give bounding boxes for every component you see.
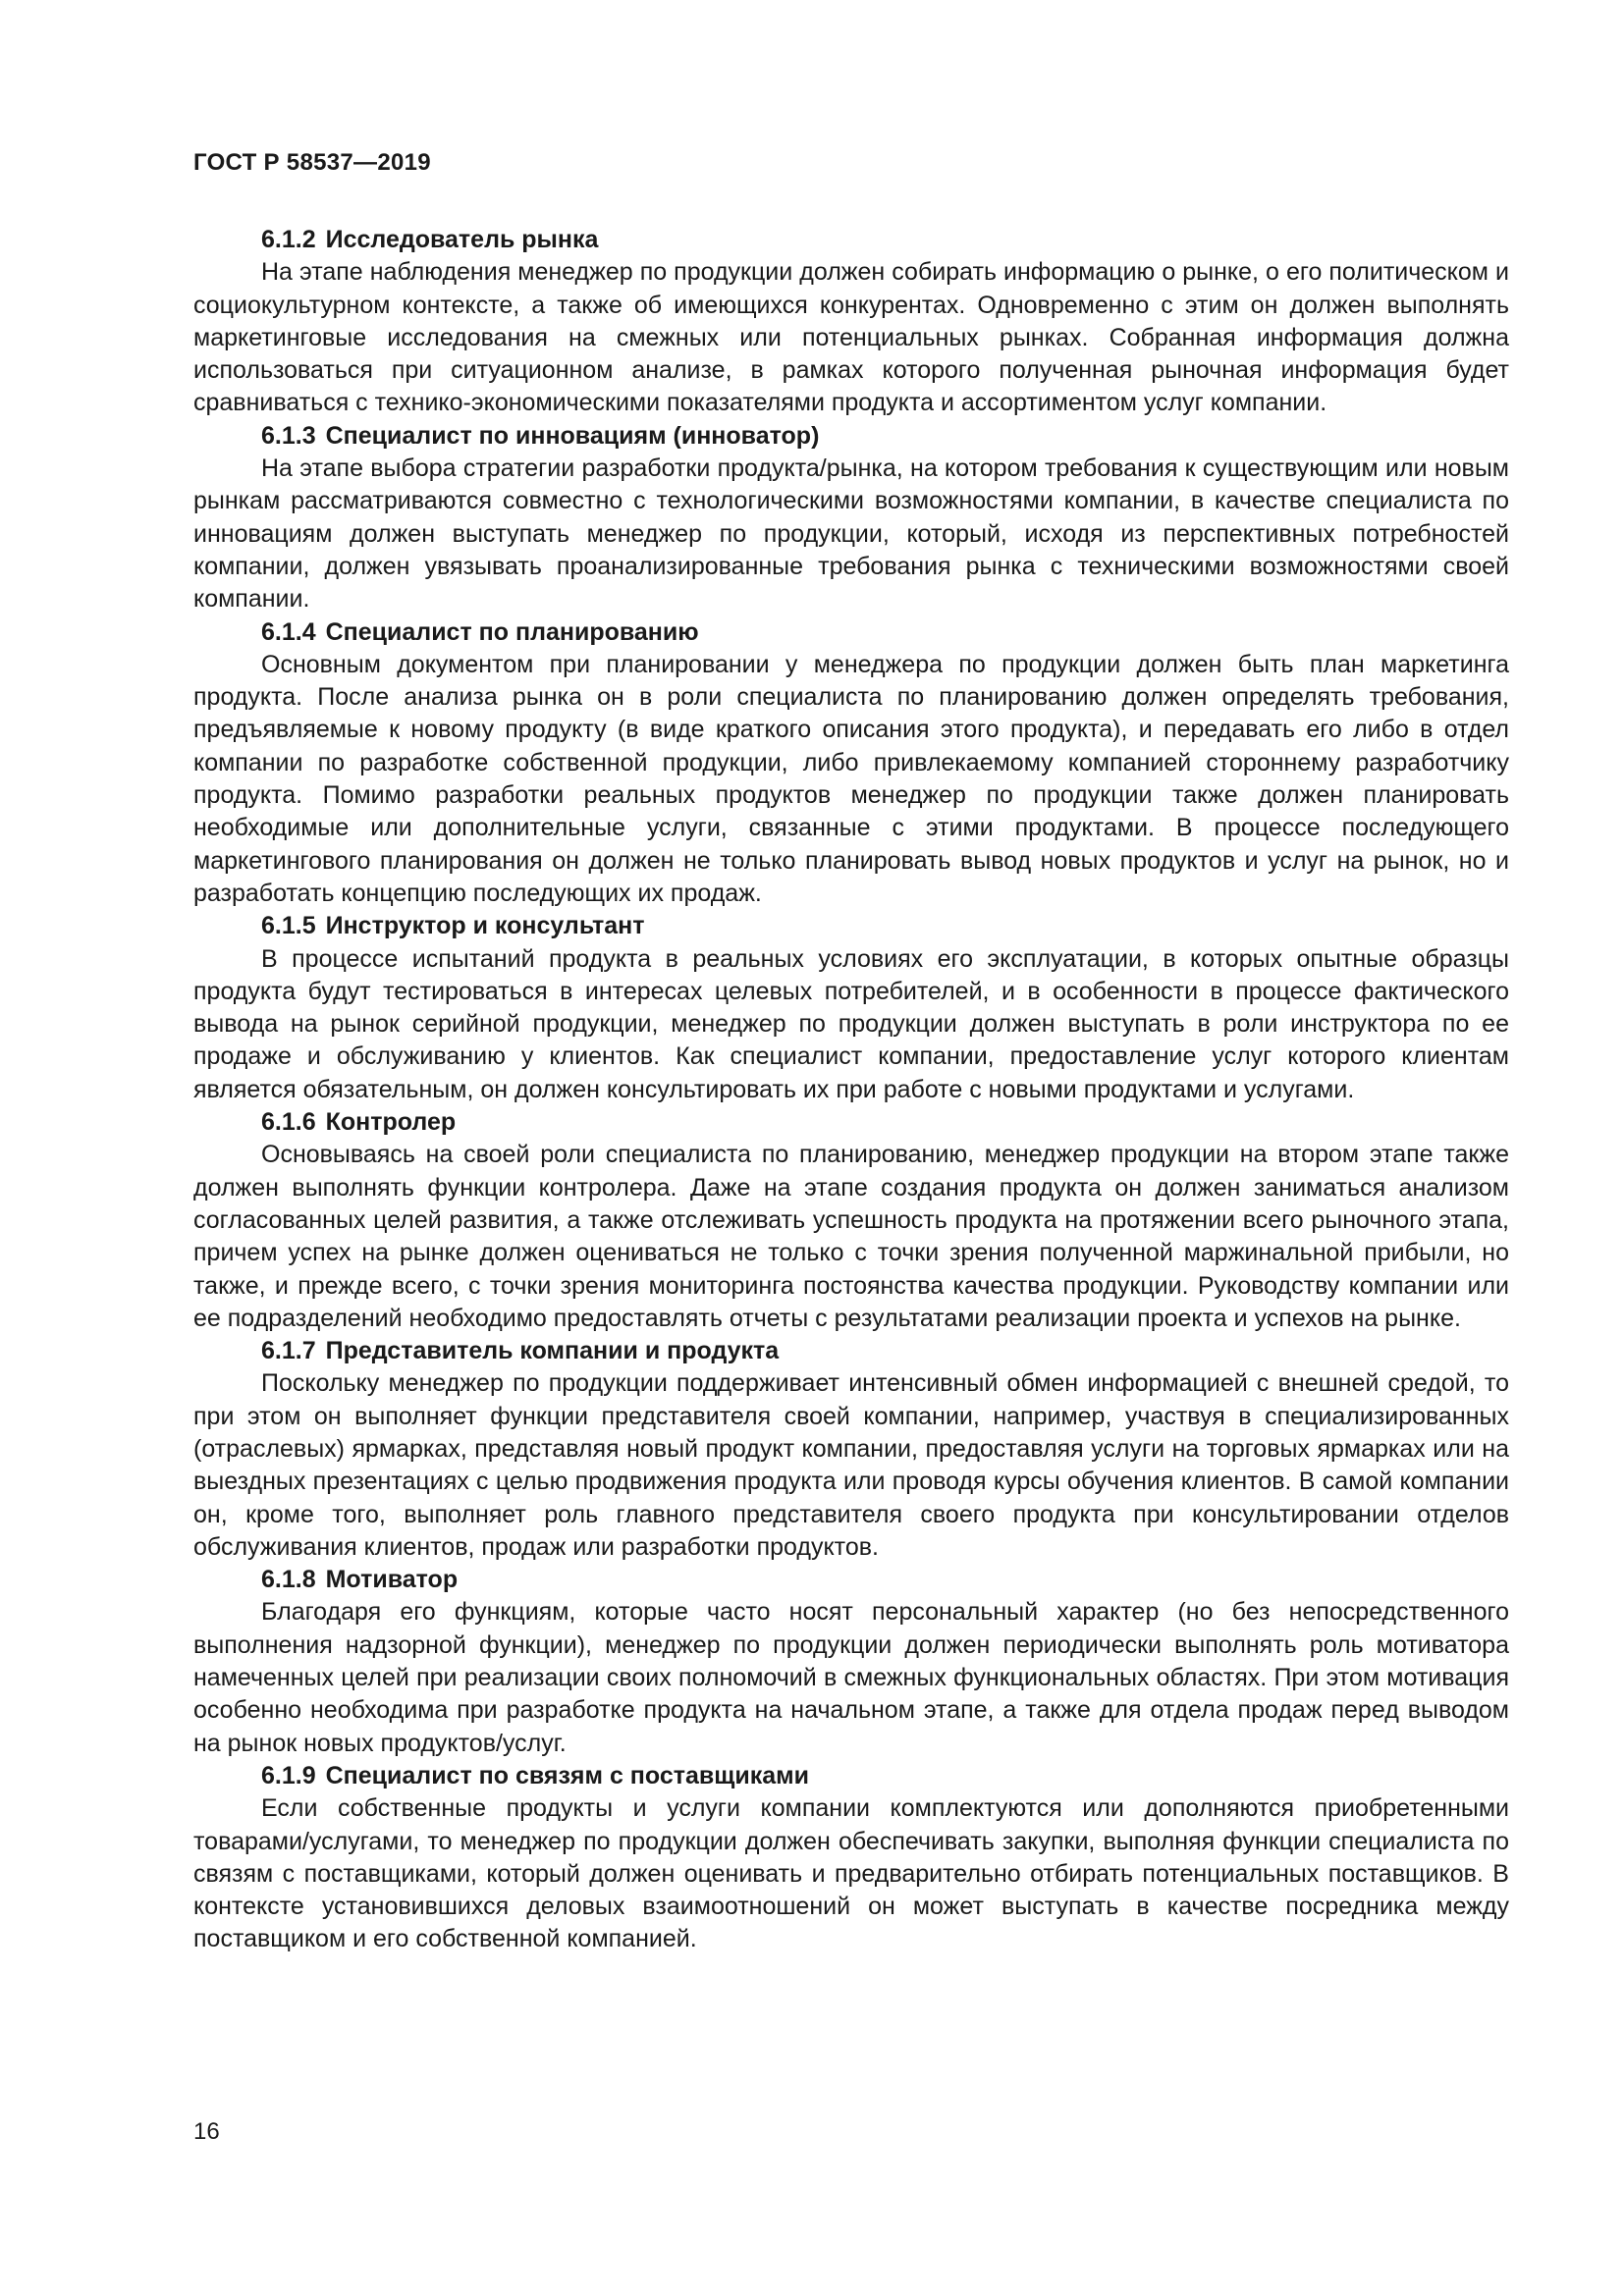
section-title: Специалист по инновациям (инноватор)	[325, 421, 820, 450]
section-heading-6-1-7	[193, 1335, 1509, 1367]
section-heading-6-1-4	[193, 616, 1509, 649]
section-body-6-1-2: На этапе наблюдения менеджер по продукции должен собирать информацию о рынке, о его политическом и социокультурном контексте, а также об имеющихся конкурентах. Одновременно с этим он должен выполнять маркетинговые исследования на смежных или потенциальных рынках. Собранная информация должна использоваться при ситуационном анализе, в рамках которого полученная рыночная информация будет сравниваться с технико-экономическими показателями продукта и ассортиментом услуг компании.	[193, 258, 1509, 417]
section-title: Контролер	[325, 1108, 457, 1137]
section-title: Специалист по планированию	[325, 617, 699, 646]
document-content	[193, 224, 1509, 1956]
section-heading-6-1-3	[193, 420, 1509, 453]
section-title: Мотиватор	[325, 1566, 459, 1594]
section-number: 6.1.6	[261, 1108, 316, 1137]
section-body-6-1-7: Поскольку менеджер по продукции поддерживает интенсивный обмен информацией с внешней средой, то при этом он выполняет функции представителя своей компании, например, участвуя в специализированных (отраслевых) ярмарках, представляя новый продукт компании, предоставляя услуги на торговых ярмарках или на выездных презентациях с целью продвижения продукта или проводя курсы обучения клиентов. В самой компании он, кроме того, выполняет роль главного представителя своего продукта при консультировании отделов обслуживания клиентов, продаж или разработки продуктов.	[193, 1369, 1509, 1561]
document-code: ГОСТ Р 58537—2019	[193, 149, 431, 176]
section-body-6-1-6: Основываясь на своей роли специалиста по планированию, менеджер продукции на втором этапе также должен выполнять функции контролера. Даже на этапе создания продукта он должен заниматься анализом согласованных целей развития, а также отслеживать успешность продукта на протяжении всего рыночного этапа, причем успех на рынке должен оцениваться не только с точки зрения полученной маржинальной прибыли, но также, и прежде всего, с точки зрения мониторинга постоянства качества продукции. Руководству компании или ее подразделений необходимо предоставлять отчеты с результатами реализации проекта и успехов на рынке.	[193, 1141, 1509, 1332]
section-title: Специалист по связям с поставщиками	[325, 1761, 810, 1789]
section-heading-6-1-9	[193, 1760, 1509, 1792]
section-number: 6.1.9	[261, 1761, 316, 1789]
section-heading-6-1-5	[193, 910, 1509, 942]
section-number: 6.1.5	[261, 912, 316, 940]
section-number: 6.1.7	[261, 1337, 316, 1365]
section-body-6-1-5: В процессе испытаний продукта в реальных условиях его эксплуатации, в которых опытные образцы продукта будут тестироваться в интересах целевых потребителей, и в особенности в процессе фактического вывода на рынок серийной продукции, менеджер по продукции должен выступать в роли инструктора по ее продаже и обслуживанию у клиентов. Как специалист компании, предоставление услуг которого клиентам является обязательным, он должен консультировать их при работе с новыми продуктами и услугами.	[193, 944, 1509, 1103]
section-number: 6.1.2	[261, 226, 316, 253]
section-number: 6.1.3	[261, 421, 316, 450]
section-title: Исследователь рынка	[325, 226, 599, 253]
section-body-6-1-9: Если собственные продукты и услуги компании комплектуются или дополняются приобретенными товарами/услугами, то менеджер по продукции должен обеспечивать закупки, выполняя функции специалиста по связям с поставщиками, который должен оценивать и предварительно отбирать потенциальных поставщиков. В контексте установившихся деловых взаимоотношений он может выступать в качестве посредника между поставщиком и его собственной компанией.	[193, 1794, 1509, 1953]
section-heading-6-1-8	[193, 1564, 1509, 1596]
section-body-6-1-8: Благодаря его функциям, которые часто носят персональный характер (но без непосредственного выполнения надзорной функции), менеджер по продукции должен периодически выполнять роль мотиватора намеченных целей при реализации своих полномочий в смежных функциональных областях. При этом мотивация особенно необходима при разработке продукта на начальном этапе, а также для отдела продаж перед выводом на рынок новых продуктов/услуг.	[193, 1598, 1509, 1757]
section-number: 6.1.4	[261, 617, 316, 646]
section-heading-6-1-6	[193, 1106, 1509, 1139]
page-number: 16	[193, 2118, 220, 2145]
section-heading-6-1-2	[193, 224, 1509, 256]
section-body-6-1-4: Основным документом при планировании у менеджера по продукции должен быть план маркетинга продукта. После анализа рынка он в роли специалиста по планированию должен определять требования, предъявляемые к новому продукту (в виде краткого описания этого продукта), и передавать его либо в отдел компании по разработке собственной продукции, либо привлекаемому компанией стороннему разработчику продукта. Помимо разработки реальных продуктов менеджер по продукции также должен планировать необходимые или дополнительные услуги, связанные с этими продуктами. В процессе последующего маркетингового планирования он должен не только планировать вывод новых продуктов и услуг на рынок, но и разработать концепцию последующих их продаж.	[193, 650, 1509, 907]
section-title: Инструктор и консультант	[325, 912, 645, 940]
section-title: Представитель компании и продукта	[325, 1337, 780, 1365]
section-body-6-1-3: На этапе выбора стратегии разработки продукта/рынка, на котором требования к существующим или новым рынкам рассматриваются совместно с технологическими возможностями компании, в качестве специалиста по инновациям должен выступать менеджер по продукции, который, исходя из перспективных потребностей компании, должен увязывать проанализированные требования рынка с техническими возможностями своей компании.	[193, 454, 1509, 614]
section-number: 6.1.8	[261, 1566, 316, 1594]
